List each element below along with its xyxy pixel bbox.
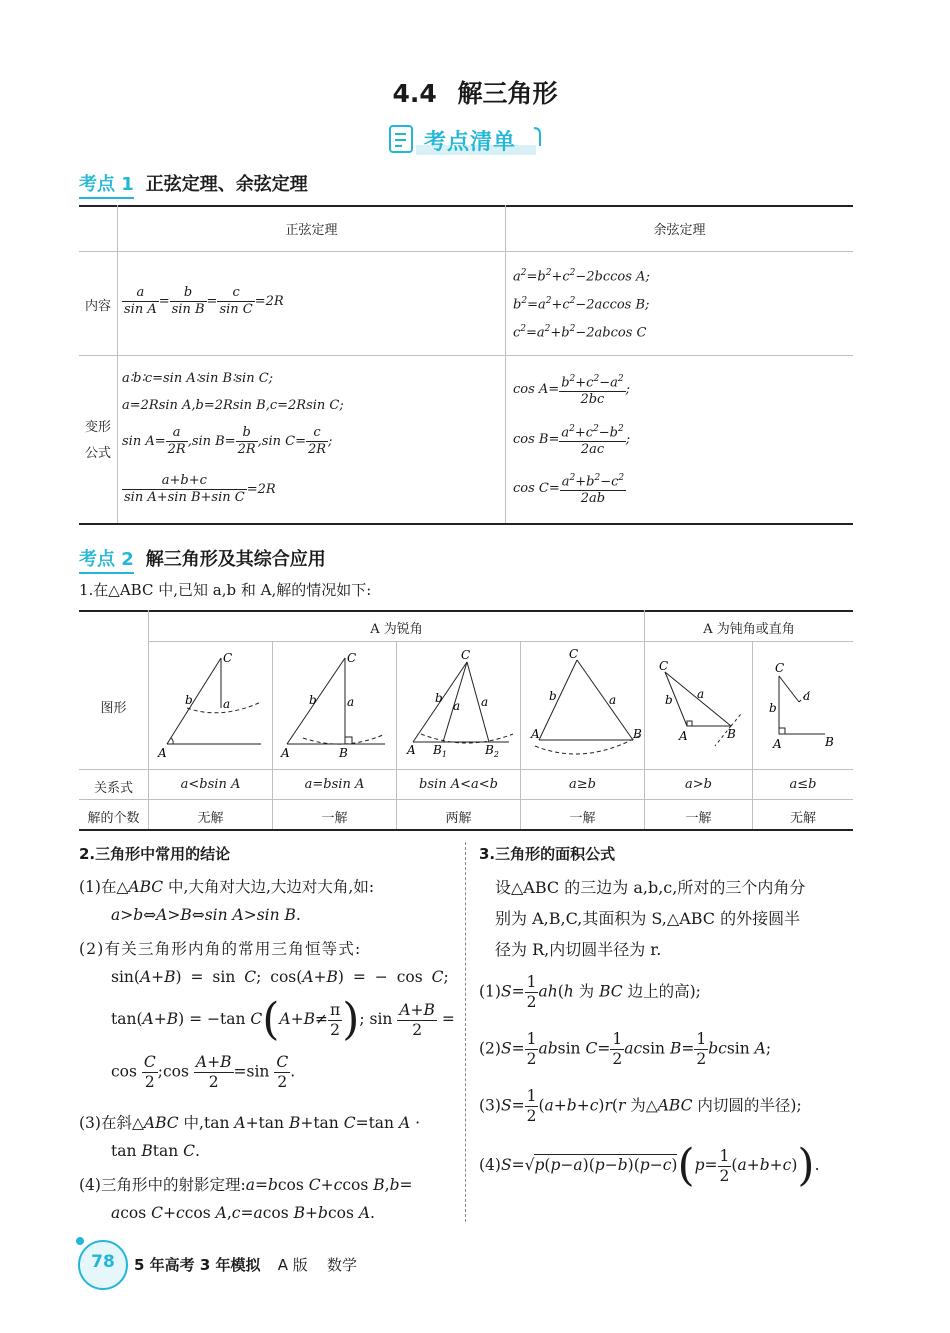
- sine-variant-sin: sin A= $\frac{a}{2R}$ ,sin B= $\frac{b}{2R}$ ,sin C= $\frac{c}{2R}$ ;: [122, 425, 333, 457]
- cosine-law-c: $c^2=a^2+b^2-2abcos$ C: [513, 324, 647, 341]
- svg-text:A: A: [531, 727, 540, 741]
- count-4: 一解: [569, 811, 596, 826]
- col-header-cosine: 余弦定理: [653, 223, 706, 238]
- sine-variant-ratio: a∶b∶c=sin A∶sin B∶sin C;: [122, 371, 274, 386]
- figure-one-solution-tangent: [273, 642, 396, 769]
- sec3-para-line2: 别为 A,B,C,其面积为 S,△ABC 的外接圆半: [495, 909, 801, 928]
- row-header-figure: 图形: [100, 701, 127, 716]
- header-obtuse: A 为钝角或直角: [703, 622, 795, 637]
- svg-text:B: B: [633, 727, 642, 741]
- count-5: 一解: [685, 811, 712, 826]
- svg-text:C: C: [347, 651, 357, 665]
- svg-text:a: a: [223, 697, 231, 711]
- kp2-tag: 考点 2: [79, 545, 134, 574]
- svg-text:A: A: [679, 729, 688, 743]
- header-acute: A 为锐角: [370, 622, 423, 637]
- svg-text:A: A: [773, 737, 782, 751]
- svg-text:C: C: [569, 647, 579, 661]
- kp2-title: 解三角形及其综合应用: [145, 549, 326, 570]
- count-3: 两解: [445, 811, 472, 826]
- kp1-title: 正弦定理、余弦定理: [145, 174, 308, 195]
- sine-law-formula: $\frac{a}{\text{sin A}}$ = $\frac{b}{\text{sin B}}$ = $\frac{c}{\text{sin C}}$ =2R: [124, 285, 284, 317]
- page-title: [0, 74, 950, 110]
- checklist-badge: [386, 122, 566, 156]
- conclusion-1-line2: a>b⇔A>B⇔sin A>sin B.: [111, 906, 301, 924]
- sec3-title: 3.三角形的面积公式: [479, 845, 616, 863]
- dot-icon: [76, 1237, 84, 1245]
- cosine-law-a: $a^2=b^2+c^2-2bccos$ A;: [513, 268, 650, 285]
- svg-text:B: B: [339, 746, 348, 760]
- figure-obtuse-one-solution: [645, 642, 752, 769]
- svg-text:a: a: [453, 699, 461, 713]
- row-header-relation: 关系式: [93, 781, 133, 796]
- book-edition: A 版: [277, 1256, 308, 1274]
- figure-one-solution-a-ge-b: [521, 642, 644, 769]
- book-title: [134, 1254, 357, 1275]
- conclusion-1-line1: (1)在△ABC 中,大角对大边,大边对大角,如:: [79, 878, 375, 896]
- count-1: 无解: [197, 811, 224, 826]
- svg-text:C: C: [659, 659, 669, 673]
- sec3-para-line1: 设△ABC 的三边为 a,b,c,所对的三个内角分: [495, 878, 806, 897]
- cases-intro: 1.在△ABC 中,已知 a,b 和 A,解的情况如下:: [79, 581, 372, 599]
- svg-text:a: a: [481, 695, 489, 709]
- svg-text:A: A: [407, 743, 416, 757]
- area-formula-1: (1)S= $\frac{1}{2}$ ah(h 为 BC 边上的高);: [479, 973, 701, 1011]
- count-2: 一解: [321, 811, 348, 826]
- svg-text:b: b: [665, 693, 673, 707]
- area-formula-3: (3)S= $\frac{1}{2}$ (a+b+c)r(r 为△ABC 内切圆的半径);: [479, 1087, 802, 1125]
- svg-text:C: C: [461, 648, 471, 662]
- sine-variant-2r: a=2Rsin A,b=2Rsin B,c=2Rsin C;: [122, 398, 344, 413]
- book-name: 5 年高考 3 年模拟: [134, 1256, 261, 1274]
- svg-text:b: b: [309, 693, 317, 707]
- relation-6: a≤b: [789, 777, 817, 792]
- conclusion-3-line2: tan Btan C.: [111, 1142, 200, 1160]
- relation-2: a=bsin A: [304, 777, 365, 792]
- relation-4: a≥b: [569, 777, 596, 792]
- svg-text:B1: $B_1$: [433, 743, 447, 759]
- svg-text:B: B: [727, 727, 736, 741]
- page-number: 78: [91, 1252, 115, 1272]
- relation-5: a>b: [685, 777, 712, 792]
- svg-text:b: b: [549, 689, 557, 703]
- cosine-law-b: $b^2=a^2+c^2-2accos$ B;: [513, 296, 650, 313]
- badge-label: 考点清单: [424, 130, 517, 155]
- row-header-variant-line2: 公式: [84, 446, 111, 461]
- row-header-variant: [79, 415, 117, 467]
- svg-text:a: a: [347, 695, 355, 709]
- conclusion-2-line3: tan(A+B) = −tan C(A+B≠ $\frac{\pi}{2}$ ); sin $\frac{A+B}{2}$ =: [111, 994, 455, 1045]
- section-number: 4.4: [392, 79, 437, 108]
- section-title: 解三角形: [457, 79, 558, 108]
- svg-text:a: a: [803, 689, 811, 703]
- svg-text:b: b: [769, 701, 777, 715]
- relation-3: bsin A<a<b: [419, 777, 498, 792]
- sec3-para-line3: 径为 R,内切圆半径为 r.: [495, 940, 662, 959]
- area-formula-2: (2)S= $\frac{1}{2}$ absin C= $\frac{1}{2}$ acsin B= $\frac{1}{2}$ bcsin A;: [479, 1030, 772, 1068]
- svg-text:a: a: [609, 693, 617, 707]
- svg-text:B2: $B_2$: [485, 743, 499, 759]
- column-divider: [465, 842, 466, 1222]
- conclusion-2-line1: (2)有关三角形内角的常用三角恒等式:: [79, 940, 362, 958]
- svg-text:a: a: [697, 687, 705, 701]
- count-6: 无解: [789, 811, 816, 826]
- svg-text:C: C: [223, 651, 233, 665]
- conclusion-4-line1: (4)三角形中的射影定理:a=bcos C+ccos B,b=: [79, 1176, 413, 1194]
- area-formula-4: (4)S=√p(p−a)(p−b)(p−c)(p= $\frac{1}{2}$ (a+b+c)).: [479, 1140, 820, 1191]
- cosine-variant-a: cos A= $\frac{b^2+c^2-a^2}{2bc}$ ;: [513, 371, 630, 408]
- kp1-tag: 考点 1: [79, 170, 134, 199]
- svg-text:C: C: [775, 661, 785, 675]
- svg-text:b: b: [435, 691, 443, 705]
- figure-no-solution-acute: [149, 642, 272, 769]
- row-header-count: 解的个数: [87, 811, 140, 826]
- row-header-variant-line1: 变形: [84, 420, 111, 435]
- kp2-heading: [79, 545, 326, 574]
- conclusion-2-line2: sin(A+B) = sin C; cos(A+B) = − cos C;: [111, 968, 449, 986]
- figure-two-solutions: [397, 642, 520, 769]
- svg-text:A: A: [281, 746, 290, 760]
- cosine-variant-c: cos C= $\frac{a^2+b^2-c^2}{2ab}$: [513, 470, 626, 507]
- sine-variant-sum: $\frac{a+b+c}{\text{sin A+sin B+sin C}}$ =2R: [124, 473, 276, 505]
- conclusion-4-line2: acos C+ccos A,c=acos B+bcos A.: [111, 1204, 375, 1222]
- book-subject: 数学: [327, 1256, 358, 1274]
- relation-1: a<bsin A: [180, 777, 241, 792]
- svg-text:B: B: [825, 735, 834, 749]
- col-header-sine: 正弦定理: [285, 223, 338, 238]
- svg-text:A: A: [158, 746, 167, 760]
- figure-obtuse-no-solution: [753, 642, 853, 769]
- svg-text:b: b: [185, 693, 193, 707]
- sec2-title: 2.三角形中常用的结论: [79, 845, 231, 863]
- conclusion-2-line4: cos $\frac{C}{2}$ ;cos $\frac{A+B}{2}$ =sin $\frac{C}{2}$ .: [111, 1053, 296, 1091]
- row-header-content: 内容: [84, 299, 111, 314]
- kp1-heading: [79, 170, 308, 199]
- cosine-variant-b: cos B= $\frac{a^2+c^2-b^2}{2ac}$ ;: [513, 421, 630, 458]
- conclusion-3-line1: (3)在斜△ABC 中,tan A+tan B+tan C=tan A ·: [79, 1114, 421, 1132]
